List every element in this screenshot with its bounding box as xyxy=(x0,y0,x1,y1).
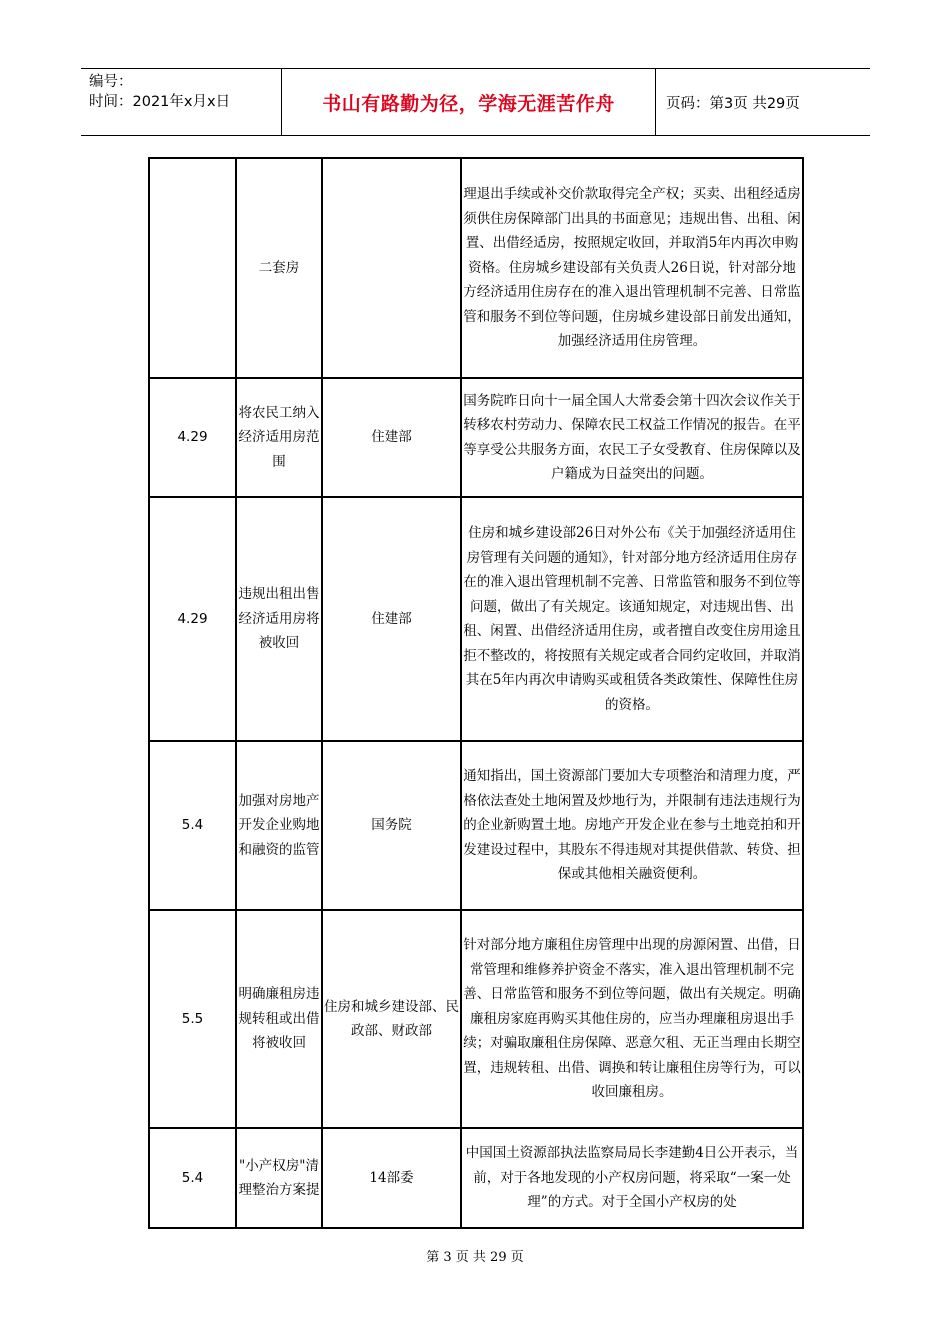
header-motto: 书山有路勤为径，学海无涯苦作舟 xyxy=(282,69,656,135)
document-number-label: 编号： xyxy=(89,74,133,90)
row-department: 住建部 xyxy=(322,378,461,497)
page-header xyxy=(81,68,870,136)
row-title: 二套房 xyxy=(236,158,322,378)
table-row xyxy=(149,378,803,497)
row-date xyxy=(149,158,236,378)
row-date: 5.4 xyxy=(149,741,236,910)
header-meta xyxy=(81,69,282,135)
page-footer: 第 3 页 共 29 页 xyxy=(426,1250,524,1265)
table-row xyxy=(149,158,803,378)
row-department: 住房和城乡建设部、民政部、财政部 xyxy=(322,910,461,1128)
row-content: 通知指出，国土资源部门要加大专项整治和清理力度，严格依法查处土地闲置及炒地行为，并限制有违法违规行为的企业新购置土地。房地产开发企业在参与土地竞拍和开发建设过程中，其股东不得违规对其提供借款、转贷、担保或其他相关融资便利。 xyxy=(461,741,803,910)
policy-table xyxy=(148,157,804,1229)
row-title: "小产权房"清理整治方案提 xyxy=(236,1128,322,1228)
row-title: 明确廉租房违规转租或出借将被收回 xyxy=(236,910,322,1128)
table-row xyxy=(149,1128,803,1228)
row-content: 理退出手续或补交价款取得完全产权；买卖、出租经适房须供住房保障部门出具的书面意见；违规出售、出租、闲置、出借经适房，按照规定收回，并取消5年内再次申购资格。住房城乡建设部有关负责人26日说，针对部分地方经济适用住房存在的准入退出管理机制不完善、日常监管和服务不到位等问题，住房城乡建设部日前发出通知，加强经济适用住房管理。 xyxy=(461,158,803,378)
row-title: 加强对房地产开发企业购地和融资的监管 xyxy=(236,741,322,910)
row-date: 5.5 xyxy=(149,910,236,1128)
row-date: 4.29 xyxy=(149,497,236,741)
row-department: 国务院 xyxy=(322,741,461,910)
row-content: 住房和城乡建设部26日对外公布《关于加强经济适用住房管理有关问题的通知》，针对部分地方经济适用住房存在的准入退出管理机制不完善、日常监管和服务不到位等问题，做出了有关规定。该通知规定，对违规出售、出租、闲置、出借经济适用住房，或者擅自改变住房用途且拒不整改的，将按照有关规定或者合同约定收回，并取消其在5年内再次申请购买或租赁各类政策性、保障性住房的资格。 xyxy=(461,497,803,741)
row-department: 住建部 xyxy=(322,497,461,741)
row-department: 14部委 xyxy=(322,1128,461,1228)
row-content: 国务院昨日向十一届全国人大常委会第十四次会议作关于转移农村劳动力、保障农民工权益工作情况的报告。在平等享受公共服务方面，农民工子女受教育、住房保障以及户籍成为日益突出的问题。 xyxy=(461,378,803,497)
row-title: 将农民工纳入经济适用房范围 xyxy=(236,378,322,497)
row-department xyxy=(322,158,461,378)
row-date: 5.4 xyxy=(149,1128,236,1228)
document-time-label: 时间：2021年x月x日 xyxy=(89,94,231,110)
table-row xyxy=(149,741,803,910)
row-content: 中国国土资源部执法监察局局长李建勤4日公开表示，当前，对于各地发现的小产权房问题，将采取“一案一处理”的方式。对于全国小产权房的处 xyxy=(461,1128,803,1228)
row-title: 违规出租出售经济适用房将被收回 xyxy=(236,497,322,741)
table-row xyxy=(149,910,803,1128)
row-date: 4.29 xyxy=(149,378,236,497)
row-content: 针对部分地方廉租住房管理中出现的房源闲置、出借，日常管理和维修养护资金不落实，准入退出管理机制不完善、日常监管和服务不到位等问题，做出有关规定。明确廉租房家庭再购买其他住房的，应当办理廉租房退出手续；对骗取廉租住房保障、恶意欠租、无正当理由长期空置，违规转租、出借、调换和转让廉租住房等行为，可以收回廉租房。 xyxy=(461,910,803,1128)
header-page-info: 页码：第3页 共29页 xyxy=(666,95,800,112)
table-row xyxy=(149,497,803,741)
